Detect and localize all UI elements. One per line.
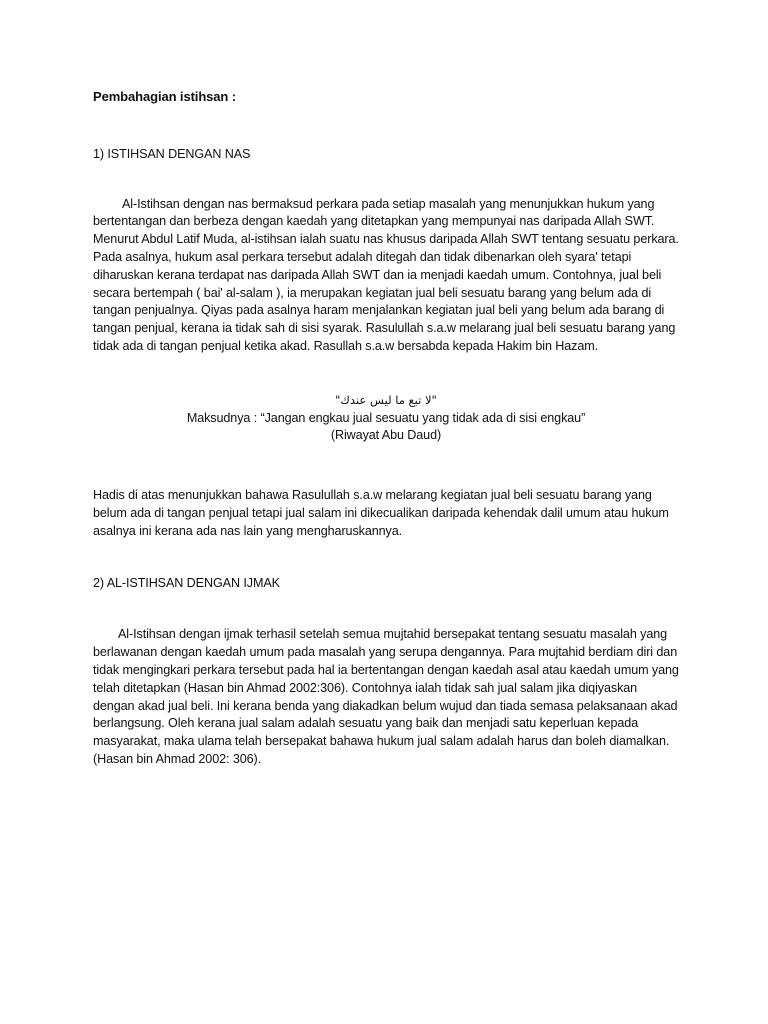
section1-heading: 1) ISTIHSAN DENGAN NAS xyxy=(93,146,251,161)
hadith-source: (Riwayat Abu Daud) xyxy=(330,428,442,443)
hadith-explanation: Hadis di atas menunjukkan bahawa Rasulullah s.a.w melarang kegiatan jual beli sesuatu barang yang belum ada di tangan penjual tetapi jual salam ini dikecualikan daripada kehendak dalil umum atau hukum asalnya ini kerana ada nas lain yang mengharuskannya. xyxy=(93,488,669,538)
section2-paragraph: Al-Istihsan dengan ijmak terhasil setelah semua mujtahid bersepakat tentang sesuatu masalah yang berlawanan dengan kaedah umum pada masalah yang serupa dengannya. Para mujtahid berdiam diri dan tidak mengingkari perkara tersebut pada hal ia bertentangan dengan kaedah asal atau kaedah umum yang telah ditetapkan (Hasan bin Ahmad 2002:306). Contohnya ialah tidak sah jual salam jika diqiyaskan dengan akad jual beli. Ini kerana benda yang diakadkan belum wujud dan tiada semasa pelaksanaan akad berlangsung. Oleh kerana jual salam adalah sesuatu yang baik dan menjadi satu keperluan kepada masyarakat, maka ulama telah bersepakat bahawa hukum jual salam adalah harus dan boleh diamalkan. (Hasan bin Ahmad 2002: 306). xyxy=(93,627,679,766)
document-body xyxy=(93,88,679,769)
hadith-arabic-quote: "لا تبع ما ليس عندك" xyxy=(335,392,437,407)
document-title: Pembahagian istihsan : xyxy=(93,89,237,104)
section2-heading: 2) AL-ISTIHSAN DENGAN IJMAK xyxy=(93,575,280,590)
hadith-translation: Maksudnya : “Jangan engkau jual sesuatu yang tidak ada di sisi engkau” xyxy=(186,410,586,425)
section1-paragraph: Al-Istihsan dengan nas bermaksud perkara pada setiap masalah yang menunjukkan hukum yang bertentangan dan berbeza dengan kaedah yang ditetapkan yang mempunyai nas daripada Allah SWT. Menurut Abdul Latif Muda, al-istihsan ialah suatu nas khusus daripada Allah SWT tentang sesuatu perkara. Pada asalnya, hukum asal perkara tersebut adalah ditegah dan tidak dibenarkan oleh syara' tetapi diharuskan kerana terdapat nas daripada Allah SWT dan ia menjadi kaedah umum. Contohnya, jual beli secara bertempah ( bai' al-salam ), ia merupakan kegiatan jual beli sesuatu barang yang belum ada di tangan penjualnya. Qiyas pada asalnya haram menjalankan kegiatan jual beli yang belum ada barang di tangan penjual, kerana ia tidak sah di sisi syarak. Rasulullah s.a.w melarang jual beli sesuatu barang yang tidak ada di tangan penjual ketika akad. Rasullah s.a.w bersabda kepada Hakim bin Hazam. xyxy=(93,196,679,353)
